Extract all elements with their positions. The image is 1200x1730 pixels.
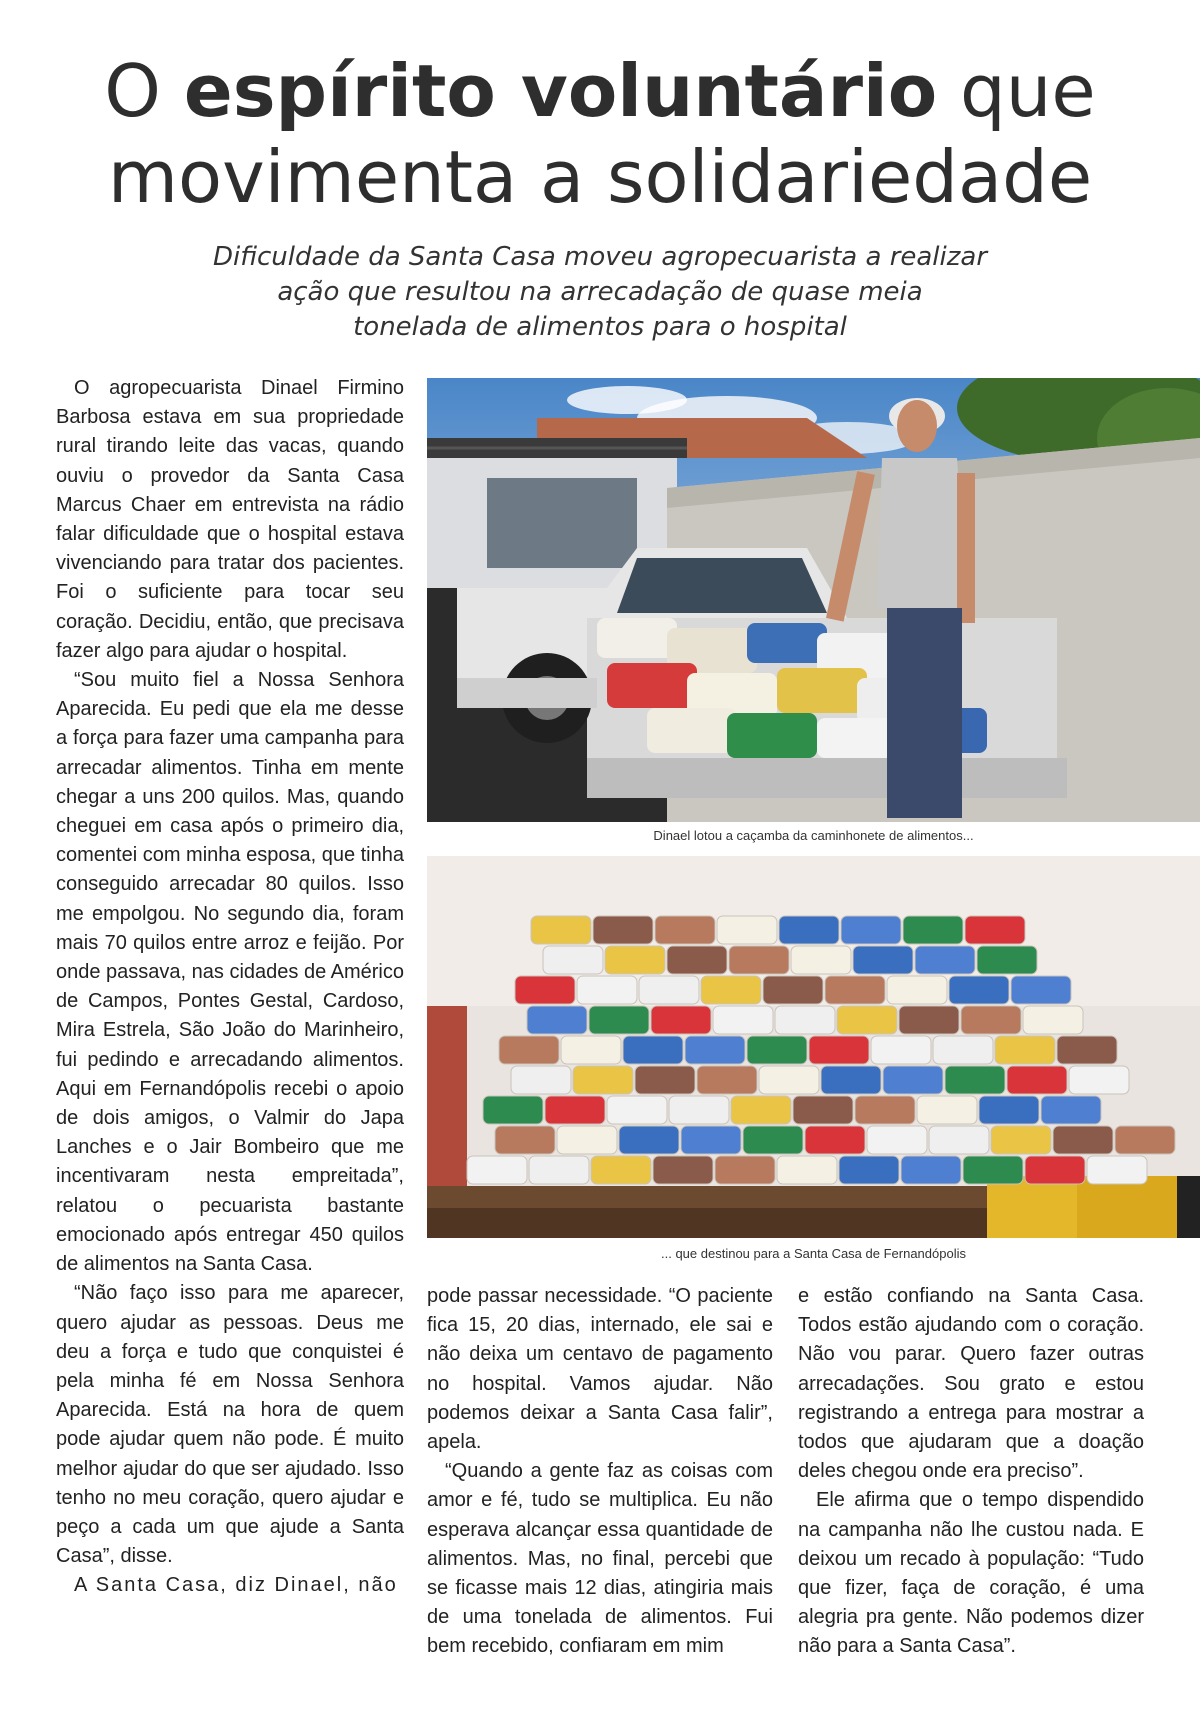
photo-caption: ... que destinou para a Santa Casa de Fernandópolis — [661, 1246, 966, 1261]
headline-line2: movimenta a solidariedade — [107, 135, 1093, 219]
headline-bold: espírito voluntário — [183, 49, 938, 133]
subheadline: Dificuldade da Santa Casa moveu agropecuarista a realizar ação que resultou na arrecadação de quase meia tonelada de alimentos para o hospital — [212, 242, 988, 342]
paragraph: “Não faço isso para me aparecer, quero ajudar as pessoas. Deus me deu a força e tudo que conquistei é pela minha fé em Nossa Senhora Aparecida. Está na hora de quem pode ajudar quem não pode. É muito melhor ajudar do que ser ajudado. Isso tenho no meu coração, quero ajudar e peço a cada um que ajude a Santa Casa”, disse. — [56, 1282, 404, 1568]
article-column-2 — [427, 1282, 773, 1662]
paragraph: Ele afirma que o tempo dispendido na campanha não lhe custou nada. E deixou um recado à população: “Tudo que fizer, faça de coração, é uma alegria pra gente. Não podemos dizer não para a Santa Casa”. — [798, 1489, 1144, 1658]
paragraph: O agropecuarista Dinael Firmino Barbosa estava em sua propriedade rural tirando leite das vacas, quando ouviu o provedor da Santa Casa Marcus Chaer em entrevista na rádio falar dificuldade que o hospital estava vivenciando para tratar dos pacientes. Foi o suficiente para tocar seu coração. Decidiu, então, que precisava fazer algo para ajudar o hospital. — [56, 377, 404, 662]
paragraph: pode passar necessidade. “O paciente fica 15, 20 dias, internado, ele sai e não deixa um centavo de pagamento no hospital. Vamos ajudar. Não podemos deixar a Santa Casa falir”, apela. — [427, 1285, 773, 1454]
photo-food-stacks — [427, 856, 1200, 1238]
article-column-3 — [798, 1282, 1144, 1662]
article-column-1 — [56, 374, 404, 1601]
headline — [0, 48, 1200, 220]
paragraph: A Santa Casa, diz Dinael, não — [74, 1574, 398, 1597]
headline-line1: O espírito voluntário que — [104, 49, 1096, 133]
paragraph: e estão confiando na Santa Casa. Todos estão ajudando com o coração. Não vou parar. Quero fazer outras arrecadações. Sou grato e estou registrando a entrega para mostrar a todos que ajudaram que a doação deles chegou onde era preciso”. — [798, 1285, 1144, 1483]
paragraph: “Quando a gente faz as coisas com amor e fé, tudo se multiplica. Eu não esperava alcançar essa quantidade de alimentos. Mas, no final, percebi que se ficasse mais 12 dias, atingiria mais de uma tonelada de alimentos. Fui bem recebido, confiaram em mim — [427, 1460, 773, 1658]
paragraph: “Sou muito fiel a Nossa Senhora Aparecida. Eu pedi que ela me desse a força para fazer uma campanha para arrecadar alimentos. Tinha em mente chegar a uns 200 quilos. Mas, quando cheguei em casa após o primeiro dia, comentei com minha esposa, que tinha conseguido arrecadar 80 quilos. Isso me empolgou. No segundo dia, foram mais 70 quilos entre arroz e feijão. Por onde passava, nas cidades de Américo de Campos, Pontes Gestal, Cardoso, Mira Estrela, São João do Marinheiro, fui pedindo e arrecadando alimentos. Aqui em Fernandópolis recebi o apoio de dois amigos, o Valmir do Japa Lanches e o Jair Bombeiro que me incentivaram nesta empreitada”, relatou o pecuarista bastante emocionado após entregar 450 quilos de alimentos na Santa Casa. — [56, 669, 404, 1276]
photo-truck — [427, 378, 1200, 822]
photo-caption: Dinael lotou a caçamba da caminhonete de alimentos... — [653, 828, 974, 843]
